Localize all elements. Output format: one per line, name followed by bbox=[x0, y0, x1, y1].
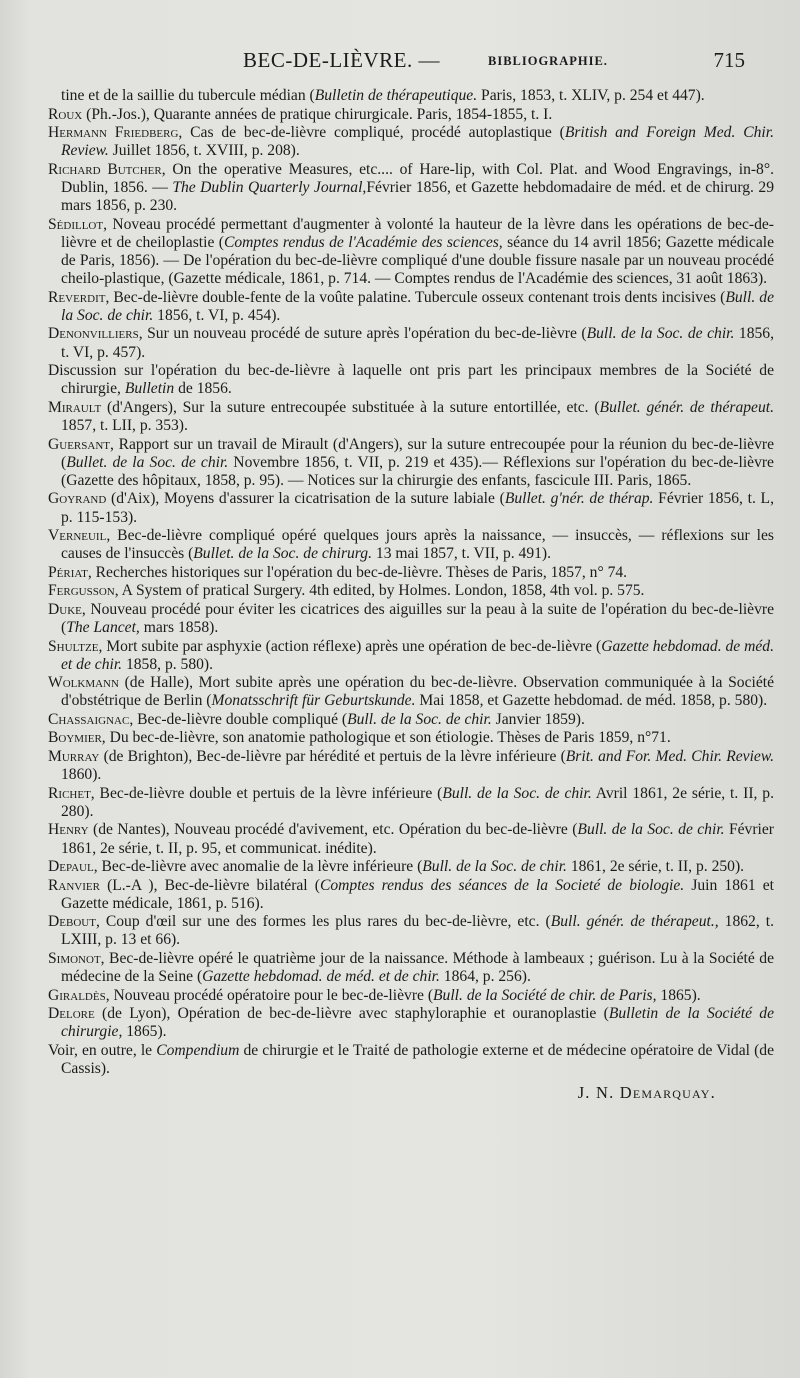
author-signature: J. N. Demarquay. bbox=[577, 1083, 716, 1103]
bibliography-entry bbox=[48, 1005, 774, 1041]
entry-author: Verneuil bbox=[48, 527, 107, 545]
entry-source: Bulletin de la Société de chirurgie, bbox=[61, 1005, 775, 1041]
entry-details: 1865). bbox=[122, 1023, 167, 1041]
entry-details: 1862, t. LXIII, p. 13 et 66). bbox=[61, 913, 774, 949]
entry-source: Bullet. génér. de thérapeut. bbox=[599, 398, 775, 416]
entry-author: Fergusson bbox=[48, 582, 115, 600]
entry-details: 13 mai 1857, t. VII, p. 491). bbox=[372, 545, 552, 563]
bibliography-entry bbox=[48, 527, 774, 563]
entry-source: Comptes rendus de l'Académie des sciences, bbox=[223, 233, 503, 251]
bibliography-entry bbox=[48, 124, 774, 160]
entry-source: Bulletin bbox=[124, 380, 175, 398]
bibliography-entry bbox=[48, 399, 774, 435]
entry-text: , Bec-de-lièvre compliqué opéré quelques jours après la naissance, — insuccès, — réflexions sur les causes de l'insuccès ( bbox=[61, 527, 774, 563]
entry-details: Janvier 1859). bbox=[491, 710, 585, 728]
entry-details: Juin 1861 et Gazette médicale, 1861, p. 516). bbox=[61, 876, 774, 912]
entry-details: Février 1861, 2e série, t. II, p. 95, et communicat. inédite). bbox=[61, 821, 774, 857]
entry-details: 1858, p. 580). bbox=[122, 655, 214, 673]
entry-author: Duke bbox=[48, 600, 82, 618]
bibliography-entry bbox=[48, 362, 774, 398]
entry-details: 1861, 2e série, t. II, p. 250). bbox=[566, 858, 745, 876]
entry-source: Compendium bbox=[156, 1041, 240, 1059]
bibliography-entry bbox=[48, 325, 774, 361]
entry-author: Depaul bbox=[48, 858, 94, 876]
entry-author: Guersant bbox=[48, 435, 110, 453]
entry-details: mars 1858). bbox=[139, 619, 219, 637]
entry-details: 1857, t. LII, p. 353). bbox=[61, 417, 188, 435]
entry-text: , Du bec-de-lièvre, son anatomie pathologique et son étiologie. Thèses de Paris 1859, n°71. bbox=[101, 729, 671, 747]
entry-source: Gazette hebdomad. de méd. et de chir. bbox=[61, 637, 774, 673]
bibliography-entry bbox=[48, 601, 774, 637]
entry-text: , Mort subite par asphyxie (action réflexe) après une opération de bec-de-lièvre ( bbox=[98, 637, 602, 655]
entry-text: (de Lyon), Opération de bec-de-lièvre avec staphyloraphie et ouranoplastie ( bbox=[94, 1005, 609, 1023]
entry-details: Juillet 1856, t. XVIII, p. 208). bbox=[108, 142, 300, 160]
entry-text: , Bec-de-lièvre double-fente de la voûte palatine. Tubercule osseux contenant trois dents incisives ( bbox=[105, 288, 726, 306]
entry-text: (L.-A ), Bec-de-lièvre bilatéral ( bbox=[99, 876, 320, 894]
entry-source: Bulletin de thérapeutique. bbox=[314, 87, 478, 104]
entry-details: Février 1856, et Gazette hebdomadaire de méd. et de chirurg. 29 mars 1856, p. 230. bbox=[61, 178, 775, 215]
entry-text: , Bec-de-lièvre double et pertuis de la lèvre inférieure ( bbox=[90, 784, 443, 802]
entry-text: , On the operative Measures, etc.... of Hare-lip, with Col. Plat. and Wood Engravings, in-8°. Dublin, 1856. — bbox=[61, 160, 774, 196]
section-label: BIBLIOGRAPHIE. bbox=[488, 54, 608, 68]
entry-source: Bull. de la Soc. de chir. bbox=[422, 858, 567, 876]
entry-source: Brit. and For. Med. Chir. Review. bbox=[565, 747, 774, 765]
entry-author: Ranvier bbox=[48, 876, 100, 894]
entry-author: Boymier bbox=[48, 729, 102, 747]
entry-details: 1860). bbox=[61, 766, 102, 784]
entry-details: de chirurgie et le Traité de pathologie externe et de médecine opératoire de Vidal (de Cassis). bbox=[61, 1041, 774, 1078]
entry-details: Paris, 1853, t. XLIV, p. 254 et 447). bbox=[477, 87, 705, 104]
entry-text: (de Brighton), Bec-de-lièvre par hérédité et pertuis de la lèvre inférieure ( bbox=[99, 747, 566, 765]
entry-author: Richard Butcher bbox=[48, 160, 162, 178]
entry-text: , Bec-de-lièvre avec anomalie de la lèvre inférieure ( bbox=[93, 858, 423, 876]
bibliography-entry bbox=[48, 87, 774, 105]
entry-author: Murray bbox=[48, 747, 100, 765]
entry-source: Bullet. de la Soc. de chirurg. bbox=[193, 545, 372, 563]
entry-source: Bull. de la Soc. de chir. bbox=[61, 288, 774, 324]
bibliography-entry bbox=[48, 490, 774, 526]
bibliography-entry bbox=[48, 729, 774, 747]
entry-details: Mai 1858, et Gazette hebdomad. de méd. 1858, p. 580). bbox=[415, 692, 768, 710]
bibliography-entry bbox=[48, 289, 774, 325]
entry-details: 1856, t. VI, p. 457). bbox=[61, 325, 775, 361]
entry-author: Mirault bbox=[48, 398, 102, 416]
running-header bbox=[60, 48, 745, 78]
entry-text: (d'Aix), Moyens d'assurer la cicatrisation de la suture labiale ( bbox=[106, 490, 505, 508]
entry-author: Hermann Friedberg bbox=[48, 124, 179, 141]
bibliography-entry bbox=[48, 674, 774, 710]
bibliography-entry bbox=[48, 950, 774, 986]
bibliography-entry bbox=[48, 877, 774, 913]
entry-source: Bullet. de la Soc. de chir. bbox=[66, 453, 229, 471]
entry-details: 1864, p. 256). bbox=[439, 968, 531, 986]
entry-source: Bullet. g'nér. de thérap. bbox=[504, 490, 654, 508]
entry-author: Sédillot bbox=[48, 215, 104, 233]
entry-author: Henry bbox=[48, 821, 89, 839]
entry-source: The Lancet, bbox=[66, 619, 140, 637]
bibliography-list bbox=[48, 87, 774, 1119]
entry-author: Delore bbox=[48, 1005, 95, 1023]
entry-author: Debout bbox=[48, 913, 96, 931]
entry-text: tine et de la saillie du tubercule médian ( bbox=[61, 87, 315, 104]
entry-details: de 1856. bbox=[174, 380, 232, 398]
entry-source: Bull. de la Soc. de chir. bbox=[577, 821, 725, 839]
entry-source: Monatsschrift für Geburtskunde. bbox=[211, 692, 416, 710]
bibliography-entry bbox=[48, 858, 774, 876]
entry-text: , Nouveau procédé pour éviter les cicatrices des aiguilles sur la peau à la suite de l'opération du bec-de-lièvre ( bbox=[61, 600, 774, 637]
entry-author: Giraldès bbox=[48, 986, 106, 1004]
entry-source: Bull. génér. de thérapeut., bbox=[550, 913, 719, 931]
entry-author: Goyrand bbox=[48, 490, 107, 508]
entry-details: Février 1856, t. L, p. 115-153). bbox=[61, 490, 774, 526]
running-title: BEC-DE-LIÈVRE. — bbox=[243, 48, 440, 72]
entry-author: Simonot bbox=[48, 949, 101, 967]
entry-text: , Bec-de-lièvre double compliqué ( bbox=[129, 710, 348, 728]
entry-author: Périat bbox=[48, 563, 88, 581]
bibliography-entry bbox=[48, 638, 774, 674]
bibliography-entry bbox=[48, 216, 774, 289]
entry-source: Bull. de la Soc. de chir. bbox=[586, 325, 735, 343]
bibliography-entry bbox=[48, 785, 774, 821]
entry-text: (d'Angers), Sur la suture entrecoupée substituée à la suture entortillée, etc. ( bbox=[101, 398, 600, 416]
entry-source: British and Foreign Med. Chir. Review. bbox=[61, 124, 774, 160]
entry-text: , Coup d'œil sur une des formes les plus rares du bec-de-lièvre, etc. ( bbox=[95, 913, 551, 931]
bibliography-entry bbox=[48, 748, 774, 784]
entry-text: (de Halle), Mort subite après une opération du bec-de-lièvre. Observation communiquée à la Société d'obstétrique de Berlin ( bbox=[61, 674, 774, 710]
entry-details: 1856, t. VI, p. 454). bbox=[153, 306, 281, 324]
entry-author: Shultze bbox=[48, 637, 99, 655]
entry-author: Reverdit bbox=[48, 288, 106, 306]
entry-author: Chassaignac bbox=[48, 710, 130, 728]
bibliography-entry bbox=[48, 582, 774, 600]
entry-source: Bull. de la Soc. de chir. bbox=[442, 784, 592, 802]
bibliography-entry bbox=[48, 106, 774, 124]
entry-text: (Ph.-Jos.), Quarante années de pratique chirurgicale. Paris, 1854-1855, t. I. bbox=[82, 105, 553, 123]
entry-text: , Recherches historiques sur l'opération du bec-de-lièvre. Thèses de Paris, 1857, n° 74. bbox=[87, 563, 628, 581]
entry-text: Discussion sur l'opération du bec-de-lièvre à laquelle ont pris part les principaux membres de la Société de chirurgie, bbox=[48, 362, 774, 398]
bibliography-entry bbox=[48, 436, 774, 491]
entry-details: 1865). bbox=[656, 986, 701, 1004]
entry-details: Avril 1861, 2e série, t. II, p. 280). bbox=[61, 784, 774, 820]
entry-author: Richet bbox=[48, 784, 91, 802]
entry-source: The Dublin Quarterly Journal, bbox=[172, 178, 367, 196]
entry-author: Denonvilliers bbox=[48, 325, 139, 343]
bibliography-entry bbox=[48, 987, 774, 1005]
entry-text: , Sur un nouveau procédé de suture après l'opération du bec-de-lièvre ( bbox=[138, 325, 587, 343]
entry-text: Voir, en outre, le bbox=[48, 1041, 157, 1059]
entry-text: , A System of pratical Surgery. 4th edited, by Holmes. London, 1858, 4th vol. p. 575. bbox=[114, 582, 645, 600]
entry-source: Comptes rendus des séances de la Societé de biologie. bbox=[319, 876, 685, 894]
entry-source: Bull. de la Soc. de chir. bbox=[347, 710, 492, 728]
bibliography-entry bbox=[48, 564, 774, 582]
entry-text: , Noveau procédé permettant d'augmenter à volonté la hauteur de la lèvre dans les opérations de bec-de-lièvre et de cheiloplastie ( bbox=[61, 215, 774, 251]
entry-text: , Cas de bec-de-lièvre compliqué, procédé autoplastique ( bbox=[178, 124, 565, 141]
bibliography-entry bbox=[48, 711, 774, 729]
entry-author: Roux bbox=[48, 105, 83, 123]
entry-text: (de Nantes), Nouveau procédé d'avivement, etc. Opération du bec-de-lièvre ( bbox=[88, 821, 578, 839]
bibliography-entry bbox=[48, 821, 774, 857]
entry-details: Novembre 1856, t. VII, p. 219 et 435).— Réflexions sur l'opération du bec-de-lièvre (Gazette des hôpitaux, 1858, p. 95). — Notices sur la chirurgie des enfants, fascicule III. Paris, 1865. bbox=[61, 453, 774, 489]
bibliography-entry bbox=[48, 913, 774, 949]
entry-text: , Bec-de-lièvre opéré le quatrième jour de la naissance. Méthode à lambeaux ; guérison. Lu à la Société de médecine de la Seine ( bbox=[61, 949, 774, 986]
bibliography-entry bbox=[48, 161, 774, 216]
entry-source: Bull. de la Société de chir. de Paris, bbox=[433, 986, 657, 1004]
entry-author: Wolkmann bbox=[48, 674, 119, 692]
bibliography-entry bbox=[48, 1042, 774, 1078]
entry-source: Gazette hebdomad. de méd. et de chir. bbox=[202, 968, 440, 986]
entry-details: séance du 14 avril 1856; Gazette médicale de Paris, 1856). — De l'opération du bec-de-lièvre compliqué d'une double fissure nasale par un nouveau procédé cheilo-plastique, (Gazette médicale, 1861, p. 714. — Comptes rendus de l'Académie des sciences, 31 août 1863). bbox=[61, 233, 774, 288]
entry-text: , Nouveau procédé opératoire pour le bec-de-lièvre ( bbox=[105, 986, 434, 1004]
entry-text: , Rapport sur un travail de Mirault (d'Angers), sur la suture entrecoupée pour la réunion du bec-de-lièvre ( bbox=[61, 435, 774, 471]
page-number: 715 bbox=[713, 48, 745, 72]
